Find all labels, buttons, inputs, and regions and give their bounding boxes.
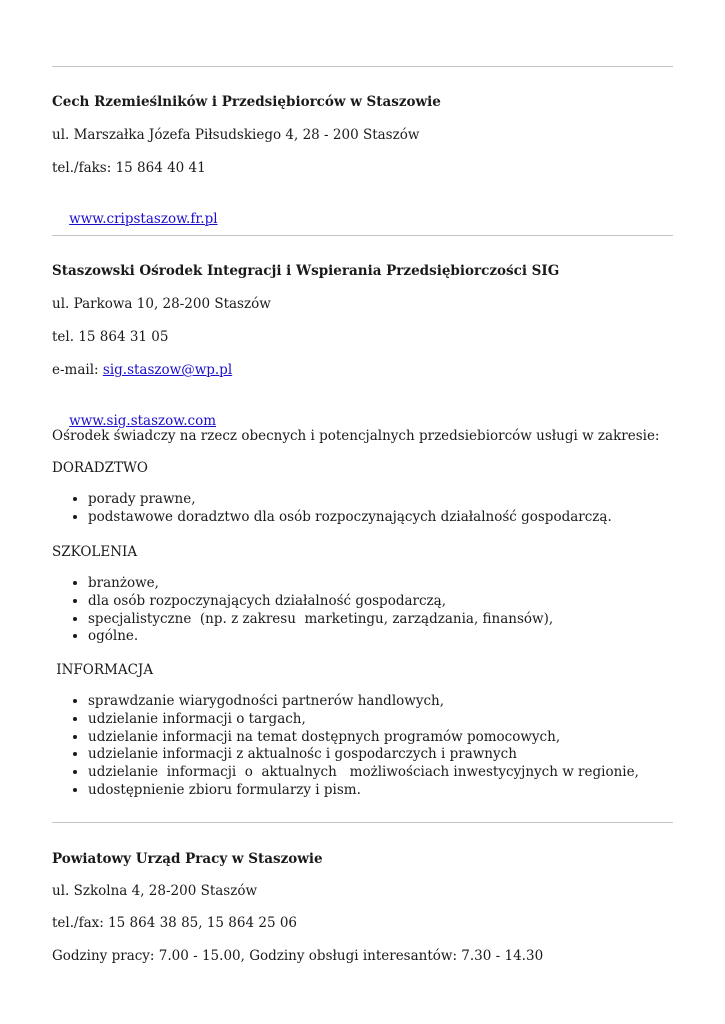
section1-website-link[interactable]: www.cripstaszow.fr.pl: [69, 211, 218, 227]
email-label: e-mail:: [52, 362, 103, 378]
group-heading-szkolenia: SZKOLENIA: [52, 544, 138, 560]
group-heading-doradztwo: DORADZTWO: [52, 460, 148, 476]
list-item: • udzielanie informacji na temat dostępnych programów pomocowych,: [88, 729, 639, 747]
list-szkolenia: [52, 575, 553, 646]
group-heading-informacja: INFORMACJA: [52, 662, 154, 678]
list-item: • branżowe,: [88, 575, 553, 593]
list-item: • udzielanie informacji z aktualnośc i gospodarczych i prawnych: [88, 746, 639, 764]
list-item: • dla osób rozpoczynających działalność gospodarczą,: [88, 593, 553, 611]
section2-phone: tel. 15 864 31 05: [52, 329, 169, 345]
list-item: • specjalistyczne (np. z zakresu marketingu, zarządzania, finansów),: [88, 611, 553, 629]
divider: [52, 235, 673, 236]
section2-email-line: [52, 361, 232, 379]
list-informacja: [52, 693, 639, 800]
section2-email-link[interactable]: sig.staszow@wp.pl: [102, 362, 233, 378]
section2-intro: Ośrodek świadczy na rzecz obecnych i potencjalnych przedsiebiorców usługi w zakresie:: [52, 428, 660, 444]
divider: [52, 66, 673, 67]
section1-phone: tel./faks: 15 864 40 41: [52, 160, 206, 176]
list-item: • udzielanie informacji o targach,: [88, 711, 639, 729]
section3-address: ul. Szkolna 4, 28-200 Staszów: [52, 883, 258, 899]
section2-address: ul. Parkowa 10, 28-200 Staszów: [52, 296, 271, 312]
divider: [52, 822, 673, 823]
section2-website-link[interactable]: www.sig.staszow.com: [69, 413, 217, 429]
list-item: • porady prawne,: [88, 491, 612, 509]
section1-title: Cech Rzemieślników i Przedsiębiorców w Staszowie: [52, 94, 441, 110]
list-item: • ogólne.: [88, 628, 553, 646]
section2-title: Staszowski Ośrodek Integracji i Wspierania Przedsiębiorczości SIG: [52, 263, 560, 279]
section3-title: Powiatowy Urząd Pracy w Staszowie: [52, 851, 323, 867]
list-item: • sprawdzanie wiarygodności partnerów handlowych,: [88, 693, 639, 711]
section1-website-line: [52, 192, 218, 246]
list-item: • podstawowe doradztwo dla osób rozpoczynających działalność gospodarczą.: [88, 509, 612, 527]
section3-hours: Godziny pracy: 7.00 - 15.00, Godziny obsługi interesantów: 7.30 - 14.30: [52, 948, 544, 964]
section3-phone: tel./fax: 15 864 38 85, 15 864 25 06: [52, 915, 298, 931]
list-doradztwo: [52, 491, 612, 527]
list-item: • udostępnienie zbioru formularzy i pism.: [88, 782, 639, 800]
section1-address: ul. Marszałka Józefa Piłsudskiego 4, 28 - 200 Staszów: [52, 127, 420, 143]
list-item: • udzielanie informacji o aktualnych możliwościach inwestycyjnych w regionie,: [88, 764, 639, 782]
